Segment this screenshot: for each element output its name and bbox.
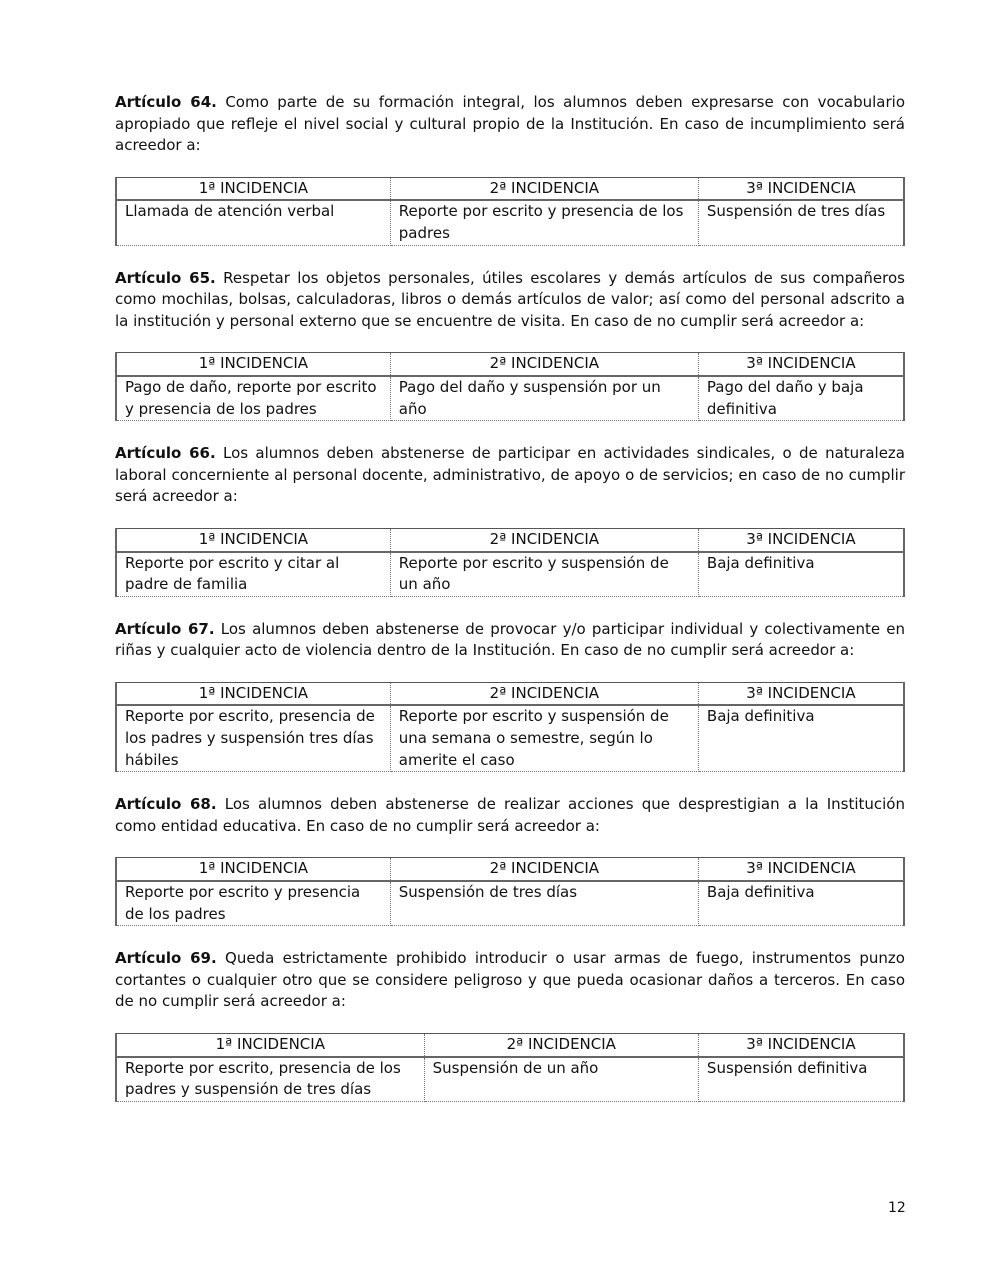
table-cell: Reporte por escrito y suspensión de una semana o semestre, según lo amerite el caso <box>390 705 698 771</box>
table-row <box>116 881 904 926</box>
article-paragraph <box>115 443 905 508</box>
header-cell: 3ª INCIDENCIA <box>698 177 904 200</box>
header-cell: 3ª INCIDENCIA <box>698 858 904 881</box>
table-cell: Suspensión de tres días <box>390 881 698 926</box>
article-65 <box>115 268 905 422</box>
article-paragraph <box>115 619 905 662</box>
article-text: Como parte de su formación integral, los alumnos deben expresarse con vocabulario apropiado que refleje el nivel social y cultural propio de la Institución. En caso de incumplimiento será acreedor a: <box>115 93 905 155</box>
header-cell: 3ª INCIDENCIA <box>698 528 904 551</box>
table-header-row <box>116 858 904 881</box>
header-cell: 2ª INCIDENCIA <box>390 528 698 551</box>
table-cell: Reporte por escrito y presencia de los padres <box>116 881 390 926</box>
sanctions-table <box>115 1033 905 1102</box>
header-cell: 1ª INCIDENCIA <box>116 177 390 200</box>
table-cell: Baja definitiva <box>698 552 904 597</box>
table-header-row <box>116 1034 904 1057</box>
article-paragraph <box>115 268 905 333</box>
header-cell: 2ª INCIDENCIA <box>390 353 698 376</box>
article-title: Artículo 67. <box>115 619 215 638</box>
table-row <box>116 1057 904 1102</box>
header-cell: 2ª INCIDENCIA <box>390 858 698 881</box>
article-title: Artículo 66. <box>115 444 216 463</box>
table-row <box>116 552 904 597</box>
article-67 <box>115 619 905 773</box>
header-cell: 1ª INCIDENCIA <box>116 528 390 551</box>
sanctions-table <box>115 352 905 421</box>
header-cell: 1ª INCIDENCIA <box>116 858 390 881</box>
table-cell: Reporte por escrito y citar al padre de familia <box>116 552 390 597</box>
table-header-row <box>116 177 904 200</box>
table-cell: Pago de daño, reporte por escrito y presencia de los padres <box>116 376 390 421</box>
table-row <box>116 376 904 421</box>
header-cell: 3ª INCIDENCIA <box>698 1034 904 1057</box>
header-cell: 3ª INCIDENCIA <box>698 353 904 376</box>
table-cell: Reporte por escrito, presencia de los padres y suspensión tres días hábiles <box>116 705 390 771</box>
article-text: Respetar los objetos personales, útiles escolares y demás artículos de sus compañeros como mochilas, bolsas, calculadoras, libros o demás artículos de valor; así como del personal adscrito a la institución y personal externo que se encuentre de visita. En caso de no cumplir será acreedor a: <box>115 268 905 330</box>
table-cell: Suspensión definitiva <box>698 1057 904 1102</box>
header-cell: 2ª INCIDENCIA <box>424 1034 698 1057</box>
page-number: 12 <box>888 1200 906 1216</box>
sanctions-table <box>115 177 905 246</box>
article-69 <box>115 948 905 1102</box>
header-cell: 1ª INCIDENCIA <box>116 353 390 376</box>
article-title: Artículo 68. <box>115 795 217 814</box>
article-paragraph <box>115 92 905 157</box>
table-header-row <box>116 528 904 551</box>
header-cell: 2ª INCIDENCIA <box>390 177 698 200</box>
table-cell: Baja definitiva <box>698 705 904 771</box>
article-66 <box>115 443 905 597</box>
table-cell: Reporte por escrito y presencia de los padres <box>390 200 698 245</box>
table-row <box>116 705 904 771</box>
table-cell: Llamada de atención verbal <box>116 200 390 245</box>
table-cell: Baja definitiva <box>698 881 904 926</box>
sanctions-table <box>115 857 905 926</box>
article-title: Artículo 64. <box>115 93 217 111</box>
article-text: Los alumnos deben abstenerse de participar en actividades sindicales, o de naturaleza laboral concerniente al personal docente, administrativo, de apoyo o de servicios; en caso de no cumplir será acreedor a: <box>115 444 905 506</box>
sanctions-table <box>115 682 905 772</box>
article-title: Artículo 69. <box>115 949 217 968</box>
header-cell: 1ª INCIDENCIA <box>116 682 390 705</box>
article-paragraph <box>115 794 905 837</box>
table-cell: Reporte por escrito y suspensión de un año <box>390 552 698 597</box>
document-body <box>115 92 905 1124</box>
article-paragraph <box>115 948 905 1013</box>
table-cell: Suspensión de tres días <box>698 200 904 245</box>
table-row <box>116 200 904 245</box>
table-cell: Reporte por escrito, presencia de los padres y suspensión de tres días <box>116 1057 424 1102</box>
table-cell: Pago del daño y baja definitiva <box>698 376 904 421</box>
header-cell: 2ª INCIDENCIA <box>390 682 698 705</box>
table-cell: Pago del daño y suspensión por un año <box>390 376 698 421</box>
table-header-row <box>116 682 904 705</box>
header-cell: 3ª INCIDENCIA <box>698 682 904 705</box>
article-text: Los alumnos deben abstenerse de provocar y/o participar individual y colectivamente en riñas y cualquier acto de violencia dentro de la Institución. En caso de no cumplir será acreedor a: <box>115 619 905 660</box>
article-text: Queda estrictamente prohibido introducir o usar armas de fuego, instrumentos punzo cortantes o cualquier otro que se considere peligroso y que pueda ocasionar daños a terceros. En caso de no cumplir será acreedor a: <box>115 949 905 1011</box>
article-text: Los alumnos deben abstenerse de realizar acciones que desprestigian a la Institución como entidad educativa. En caso de no cumplir será acreedor a: <box>115 795 905 835</box>
header-cell: 1ª INCIDENCIA <box>116 1034 424 1057</box>
table-header-row <box>116 353 904 376</box>
table-cell: Suspensión de un año <box>424 1057 698 1102</box>
article-64 <box>115 92 905 246</box>
article-title: Artículo 65. <box>115 268 216 287</box>
sanctions-table <box>115 528 905 597</box>
article-68 <box>115 794 905 926</box>
